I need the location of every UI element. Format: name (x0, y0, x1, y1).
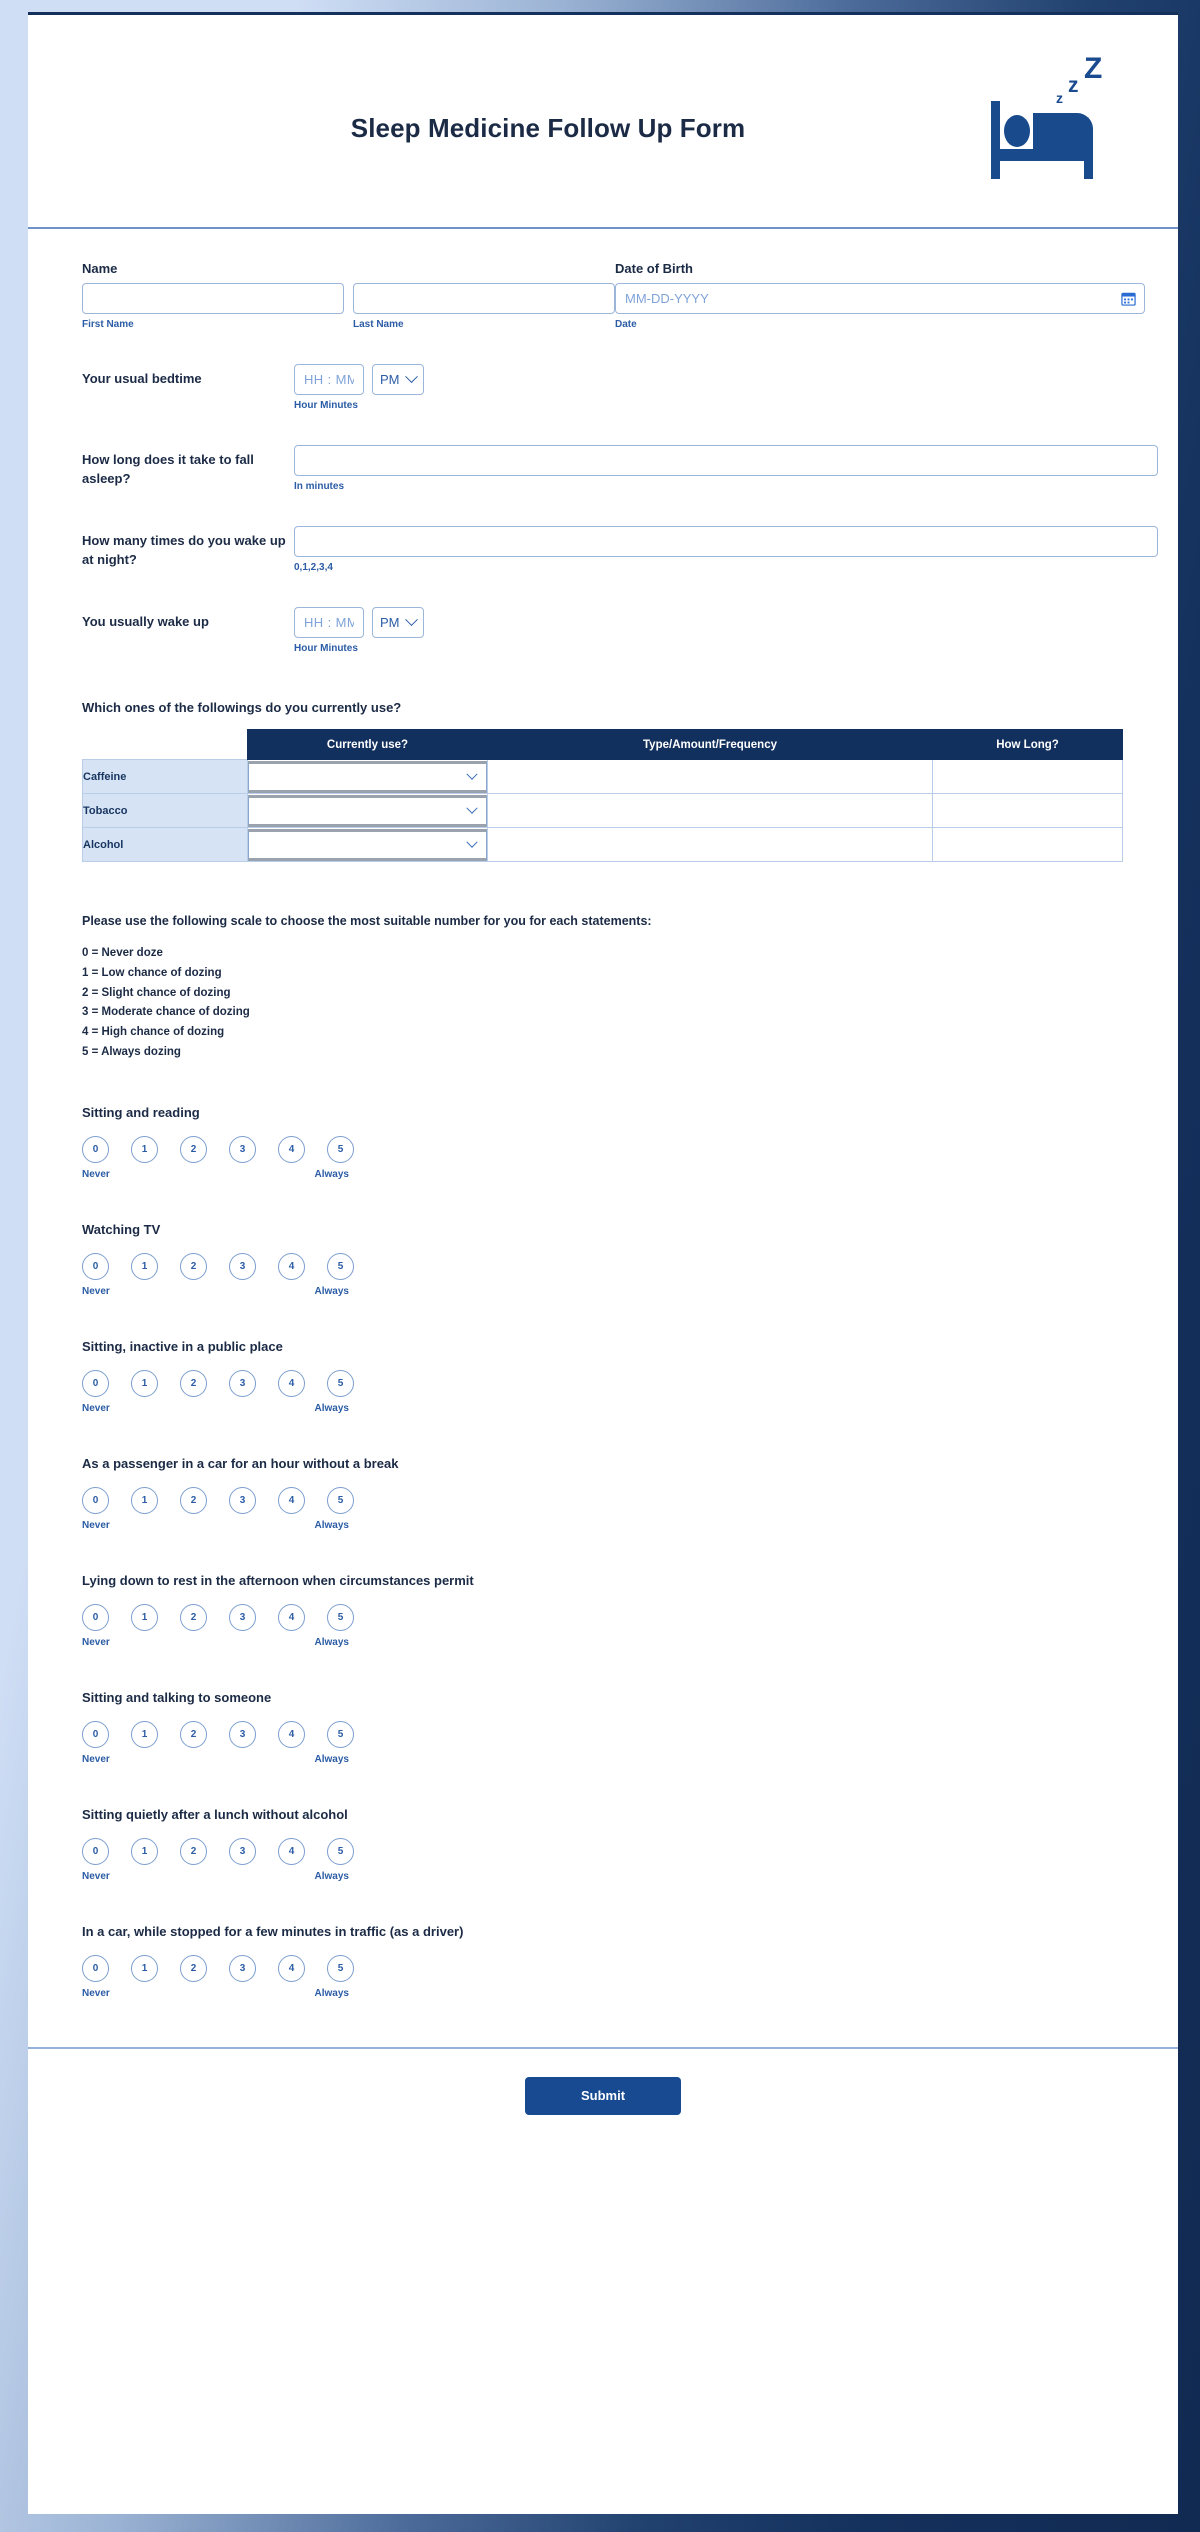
rating-end-labels (82, 1754, 349, 1765)
rating-end-labels (82, 1169, 349, 1180)
rating-option-2[interactable]: 2 (180, 1604, 207, 1631)
caffeine-currently-use-select[interactable] (248, 761, 487, 793)
substance-matrix-table (82, 729, 1123, 862)
bedtime-row (28, 364, 1178, 411)
wake-night-row (28, 526, 1178, 573)
name-field-group (82, 261, 615, 330)
table-row (83, 794, 1123, 828)
form-header (28, 15, 1178, 229)
rating-low-label: Never (82, 1870, 110, 1882)
name-label: Name (82, 261, 118, 276)
rating-option-5[interactable]: 5 (327, 1604, 354, 1631)
row-label-alcohol: Alcohol (83, 828, 248, 862)
rating-option-5[interactable]: 5 (327, 1370, 354, 1397)
rating-option-2[interactable]: 2 (180, 1487, 207, 1514)
name-and-dob-row (28, 247, 1178, 330)
rating-scale (82, 1370, 1124, 1397)
rating-option-4[interactable]: 4 (278, 1136, 305, 1163)
rating-option-5[interactable]: 5 (327, 1721, 354, 1748)
wake-night-sublabel: 0,1,2,3,4 (294, 562, 333, 573)
fall-asleep-sublabel: In minutes (294, 481, 345, 492)
rating-scale (82, 1721, 1124, 1748)
rating-option-0[interactable]: 0 (82, 1253, 109, 1280)
rating-option-0[interactable]: 0 (82, 1838, 109, 1865)
rating-low-label: Never (82, 1753, 110, 1765)
rating-option-0[interactable]: 0 (82, 1721, 109, 1748)
table-header-row (83, 730, 1123, 760)
rating-end-labels (82, 1988, 349, 1999)
rating-low-label: Never (82, 1168, 110, 1180)
first-name-cell (82, 283, 344, 330)
tobacco-currently-use-cell[interactable] (248, 794, 488, 828)
rating-option-3[interactable]: 3 (229, 1370, 256, 1397)
rating-scale (82, 1487, 1124, 1514)
rating-option-3[interactable]: 3 (229, 1838, 256, 1865)
rating-scale (82, 1136, 1124, 1163)
fall-asleep-label: How long does it take to fall asleep? (82, 452, 254, 486)
rating-item-title: Watching TV (82, 1221, 161, 1237)
rating-option-5[interactable]: 5 (327, 1136, 354, 1163)
column-header-currently-use: Currently use? (248, 730, 488, 760)
tobacco-type-amount-cell[interactable] (488, 794, 933, 828)
last-name-cell (353, 283, 615, 330)
rating-item (28, 1573, 1178, 1648)
rating-option-1[interactable]: 1 (131, 1721, 158, 1748)
rating-option-5[interactable]: 5 (327, 1838, 354, 1865)
rating-low-label: Never (82, 1987, 110, 1999)
rating-option-4[interactable]: 4 (278, 1721, 305, 1748)
rating-option-5[interactable]: 5 (327, 1253, 354, 1280)
scale-legend-item: 0 = Never doze (82, 947, 163, 959)
rating-end-labels (82, 1286, 349, 1297)
scale-intro-text: Please use the following scale to choose the most suitable number for you for each statements: (82, 914, 652, 928)
alcohol-currently-use-cell[interactable] (248, 828, 488, 862)
scale-legend-item: 3 = Moderate chance of dozing (82, 1006, 250, 1019)
rating-high-label: Always (314, 1753, 349, 1765)
column-header-type-amount: Type/Amount/Frequency (488, 730, 933, 760)
last-name-sublabel: Last Name (353, 319, 404, 330)
rating-option-2[interactable]: 2 (180, 1955, 207, 1982)
rating-scale (82, 1838, 1124, 1865)
rating-option-4[interactable]: 4 (278, 1838, 305, 1865)
tobacco-how-long-cell[interactable] (933, 794, 1123, 828)
bedtime-label: Your usual bedtime (82, 371, 202, 386)
rating-item-title: As a passenger in a car for an hour without a break (82, 1455, 399, 1471)
rating-option-2[interactable]: 2 (180, 1136, 207, 1163)
calendar-icon[interactable] (1121, 291, 1136, 306)
rating-option-0[interactable]: 0 (82, 1370, 109, 1397)
scale-legend-item: 1 = Low chance of dozing (82, 966, 222, 979)
bedtime-time-input[interactable] (294, 364, 364, 395)
rating-option-2[interactable]: 2 (180, 1253, 207, 1280)
rating-item (28, 1339, 1178, 1414)
rating-end-labels (82, 1403, 349, 1414)
rating-item (28, 1222, 1178, 1297)
rating-option-5[interactable]: 5 (327, 1487, 354, 1514)
rating-option-5[interactable]: 5 (327, 1955, 354, 1982)
rating-option-3[interactable]: 3 (229, 1721, 256, 1748)
chevron-down-icon (405, 370, 418, 383)
alcohol-how-long-cell[interactable] (933, 828, 1123, 862)
last-name-input[interactable] (353, 283, 615, 314)
dob-label: Date of Birth (615, 261, 693, 276)
fall-asleep-input[interactable] (294, 445, 1158, 476)
wake-up-time-input[interactable] (294, 607, 364, 638)
rating-item (28, 1924, 1178, 1999)
rating-option-3[interactable]: 3 (229, 1955, 256, 1982)
chevron-down-icon (405, 613, 418, 626)
rating-items-container (28, 1105, 1178, 1999)
rating-option-4[interactable]: 4 (278, 1253, 305, 1280)
rating-option-1[interactable]: 1 (131, 1838, 158, 1865)
rating-option-4[interactable]: 4 (278, 1487, 305, 1514)
rating-option-2[interactable]: 2 (180, 1370, 207, 1397)
rating-item-title: In a car, while stopped for a few minutes in traffic (as a driver) (82, 1923, 464, 1939)
alcohol-currently-use-select[interactable] (248, 829, 487, 861)
rating-item-title: Sitting and talking to someone (82, 1689, 272, 1705)
scale-legend-item: 4 = High chance of dozing (82, 1026, 225, 1039)
rating-item-title: Sitting quietly after a lunch without alcohol (82, 1806, 348, 1822)
rating-end-labels (82, 1520, 349, 1531)
rating-high-label: Always (314, 1402, 349, 1414)
rating-scale (82, 1253, 1124, 1280)
rating-high-label: Always (314, 1636, 349, 1648)
rating-option-3[interactable]: 3 (229, 1136, 256, 1163)
first-name-input[interactable] (82, 283, 344, 314)
table-corner-cell (83, 730, 248, 760)
svg-text:Z: Z (1084, 52, 1103, 85)
page-title: Sleep Medicine Follow Up Form (350, 113, 746, 143)
scale-legend-list (82, 944, 1124, 1063)
dob-input[interactable] (615, 283, 1145, 314)
bedtime-meridiem-select[interactable] (372, 364, 424, 395)
tobacco-currently-use-select[interactable] (248, 795, 487, 827)
rating-item (28, 1690, 1178, 1765)
rating-option-2[interactable]: 2 (180, 1721, 207, 1748)
wake-night-label: How many times do you wake up at night? (82, 533, 286, 567)
rating-low-label: Never (82, 1519, 110, 1531)
table-row (83, 828, 1123, 862)
rating-high-label: Always (314, 1519, 349, 1531)
rating-option-1[interactable]: 1 (131, 1955, 158, 1982)
submit-button[interactable]: Submit (525, 2077, 681, 2115)
first-name-sublabel: First Name (82, 319, 134, 330)
alcohol-type-amount-cell[interactable] (488, 828, 933, 862)
rating-option-3[interactable]: 3 (229, 1253, 256, 1280)
rating-option-1[interactable]: 1 (131, 1487, 158, 1514)
rating-item-title: Sitting, inactive in a public place (82, 1338, 283, 1354)
caffeine-how-long-cell[interactable] (933, 760, 1123, 794)
scale-legend-item: 5 = Always dozing (82, 1045, 181, 1058)
rating-low-label: Never (82, 1636, 110, 1648)
rating-option-4[interactable]: 4 (278, 1955, 305, 1982)
wake-up-row (28, 607, 1178, 654)
rating-option-1[interactable]: 1 (131, 1604, 158, 1631)
wake-up-meridiem-value: PM (380, 615, 400, 630)
sleeping-person-icon (980, 45, 1110, 185)
caffeine-currently-use-cell[interactable] (248, 760, 488, 794)
rating-option-1[interactable]: 1 (131, 1253, 158, 1280)
fall-asleep-row (28, 445, 1178, 492)
rating-item (28, 1456, 1178, 1531)
rating-option-3[interactable]: 3 (229, 1604, 256, 1631)
substance-matrix-question: Which ones of the followings do you currently use? (82, 700, 402, 715)
rating-high-label: Always (314, 1168, 349, 1180)
dob-field-group (615, 261, 1145, 330)
rating-option-4[interactable]: 4 (278, 1604, 305, 1631)
chevron-down-icon (466, 836, 477, 847)
rating-option-0[interactable]: 0 (82, 1955, 109, 1982)
wake-up-sublabel: Hour Minutes (294, 643, 358, 654)
rating-option-0[interactable]: 0 (82, 1604, 109, 1631)
row-label-caffeine: Caffeine (83, 760, 248, 794)
caffeine-type-amount-cell[interactable] (488, 760, 933, 794)
form-body (28, 229, 1178, 2153)
rating-option-4[interactable]: 4 (278, 1370, 305, 1397)
chevron-down-icon (466, 768, 477, 779)
rating-low-label: Never (82, 1285, 110, 1297)
rating-high-label: Always (314, 1285, 349, 1297)
scale-legend-block (28, 914, 1178, 1063)
svg-text:z: z (1056, 90, 1063, 106)
rating-scale (82, 1604, 1124, 1631)
row-label-tobacco: Tobacco (83, 794, 248, 828)
form-page (28, 12, 1178, 2514)
rating-item-title: Sitting and reading (82, 1104, 200, 1120)
rating-item (28, 1807, 1178, 1882)
rating-low-label: Never (82, 1402, 110, 1414)
rating-high-label: Always (314, 1870, 349, 1882)
rating-option-1[interactable]: 1 (131, 1136, 158, 1163)
rating-item-title: Lying down to rest in the afternoon when circumstances permit (82, 1572, 474, 1588)
rating-high-label: Always (314, 1987, 349, 1999)
rating-scale (82, 1955, 1124, 1982)
bedtime-meridiem-value: PM (380, 372, 400, 387)
wake-up-meridiem-select[interactable] (372, 607, 424, 638)
rating-end-labels (82, 1871, 349, 1882)
chevron-down-icon (466, 802, 477, 813)
table-row (83, 760, 1123, 794)
rating-option-3[interactable]: 3 (229, 1487, 256, 1514)
rating-option-0[interactable]: 0 (82, 1136, 109, 1163)
substance-matrix-block (28, 700, 1178, 862)
wake-night-input[interactable] (294, 526, 1158, 557)
scale-legend-item: 2 = Slight chance of dozing (82, 986, 231, 999)
wake-up-label: You usually wake up (82, 614, 209, 629)
form-footer (28, 2047, 1178, 2153)
rating-end-labels (82, 1637, 349, 1648)
rating-option-1[interactable]: 1 (131, 1370, 158, 1397)
rating-option-0[interactable]: 0 (82, 1487, 109, 1514)
svg-text:z: z (1068, 74, 1079, 97)
bedtime-sublabel: Hour Minutes (294, 400, 358, 411)
rating-option-2[interactable]: 2 (180, 1838, 207, 1865)
rating-item (28, 1105, 1178, 1180)
dob-sublabel: Date (615, 319, 637, 330)
column-header-how-long: How Long? (933, 730, 1123, 760)
